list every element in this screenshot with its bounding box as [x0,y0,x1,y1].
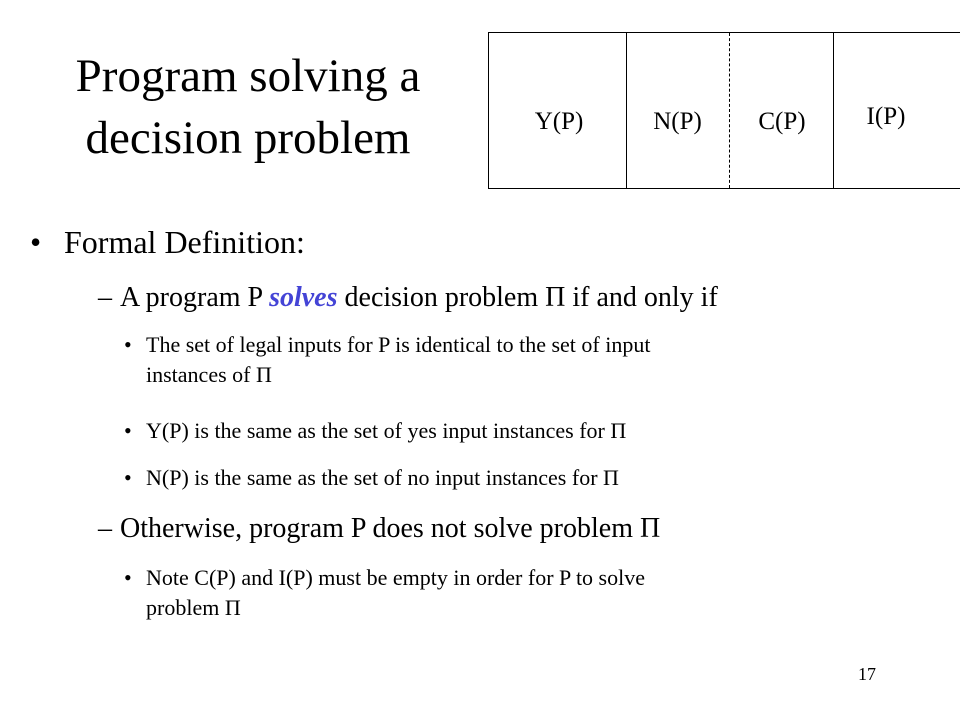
divider-y-n [626,33,627,188]
title-line-1: Program solving a [75,50,421,102]
page-number: 17 [858,664,876,684]
bullet-dot-icon: • [124,565,132,590]
list-item [124,563,645,623]
sub-text-suffix: decision problem Π if and only if [337,282,718,313]
sub-bullet-otherwise [98,512,660,546]
dash-icon: – [98,282,112,313]
item-text: N(P) is the same as the set of no input instances for Π [146,465,619,490]
divider-c-i [833,33,834,188]
program-partition-diagram [488,32,960,189]
solves-emphasis: solves [269,282,338,313]
item-text-line1: The set of legal inputs for P is identical to the set of input [146,332,651,357]
sub-bullet-solves [98,281,718,315]
sub-text-prefix: A program P [120,282,270,313]
divider-n-c-dashed [729,33,730,188]
bullet-formal-definition [30,222,305,262]
region-label-y: Y(P) [534,108,584,135]
title-line-2: decision problem [85,112,411,164]
list-item [124,463,619,493]
region-label-c: C(P) [758,108,806,135]
bullet-dot-icon: • [30,224,42,260]
list-item [124,416,626,446]
region-label-i: I(P) [866,103,906,130]
item-text-line1: Note C(P) and I(P) must be empty in order for P to solve [146,565,645,590]
sub-text: Otherwise, program P does not solve problem Π [120,513,661,544]
list-item [124,330,650,390]
item-text-line2: instances of Π [146,362,272,387]
item-text: Y(P) is the same as the set of yes input instances for Π [146,418,627,443]
item-text-line2: problem Π [146,595,241,620]
dash-icon: – [98,513,112,544]
region-label-n: N(P) [653,108,702,135]
slide-title [18,45,478,169]
bullet-dot-icon: • [124,418,132,443]
bullet-text: Formal Definition: [64,224,305,260]
bullet-dot-icon: • [124,465,132,490]
bullet-dot-icon: • [124,332,132,357]
